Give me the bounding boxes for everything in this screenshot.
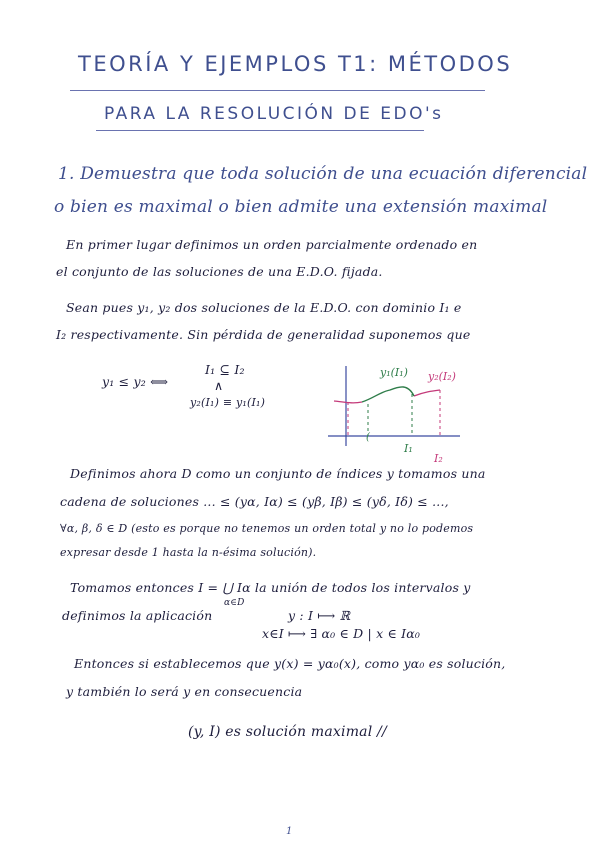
para1-line-2: el conjunto de las soluciones de una E.D.O. fijada.: [56, 264, 383, 279]
question-line-1: 1. Demuestra que toda solución de una ecuación diferencial: [58, 164, 588, 184]
para3-line-4: expresar desde 1 hasta la n-ésima solución).: [60, 546, 317, 559]
map-definition-top: y : I ⟼ ℝ: [288, 608, 351, 623]
title-underline-1: [70, 90, 485, 91]
para5-line-2: y también lo será y en consecuencia: [66, 684, 303, 699]
order-definition-and: ∧: [214, 378, 224, 393]
para3-line-3: ∀α, β, δ ∈ D (esto es porque no tenemos un orden total y no lo podemos: [60, 522, 474, 535]
order-definition-lhs: y₁ ≤ y₂ ⟺: [102, 374, 169, 389]
curve-y1: [362, 387, 414, 402]
para4-line-2: definimos la aplicación: [62, 608, 213, 623]
para2-line-1: Sean pues y₁, y₂ dos soluciones de la E.D.O. con dominio I₁ e: [66, 300, 462, 315]
para2-line-2: I₂ respectivamente. Sin pérdida de generalidad suponemos que: [56, 327, 471, 342]
solutions-graph: [318, 346, 468, 466]
para3-line-2: cadena de soluciones ... ≤ (yα, Iα) ≤ (yβ, Iβ) ≤ (yδ, Iδ) ≤ ...,: [60, 494, 449, 509]
page-number: 1: [286, 826, 293, 837]
para4-line-1: Tomamos entonces I = ⋃ Iα la unión de todos los intervalos y: [70, 580, 471, 595]
graph-label-I2: I₂: [434, 452, 443, 465]
para4-union-index: α∈D: [224, 598, 245, 608]
para5-line-1: Entonces si establecemos que y(x) = yα₀(x), como yα₀ es solución,: [74, 656, 506, 671]
question-line-2: o bien es maximal o bien admite una extensión maximal: [54, 197, 548, 217]
graph-label-y2: y₂(I₂): [428, 370, 456, 383]
graph-label-y1: y₁(I₁): [380, 366, 408, 379]
graph-label-I1: I₁: [404, 442, 413, 455]
order-definition-restriction: y₂(I₁) ≡ y₁(I₁): [190, 396, 266, 409]
para3-line-1: Definimos ahora D como un conjunto de índices y tomamos una: [70, 466, 486, 481]
page-title-line-2: PARA LA RESOLUCIÓN DE EDO's: [104, 104, 444, 124]
conclusion: (y, I) es solución maximal //: [188, 724, 387, 740]
map-definition-bottom: x∈I ⟼ ∃ α₀ ∈ D | x ∈ Iα₀: [262, 626, 421, 641]
curve-y2-tail: [414, 390, 440, 396]
graph-bracket-left: (: [366, 432, 370, 443]
para1-line-1: En primer lugar definimos un orden parcialmente ordenado en: [66, 237, 478, 252]
page-title-line-1: TEORÍA Y EJEMPLOS T1: MÉTODOS: [78, 52, 513, 76]
title-underline-2: [96, 130, 424, 131]
order-definition-subset: I₁ ⊆ I₂: [205, 362, 245, 377]
